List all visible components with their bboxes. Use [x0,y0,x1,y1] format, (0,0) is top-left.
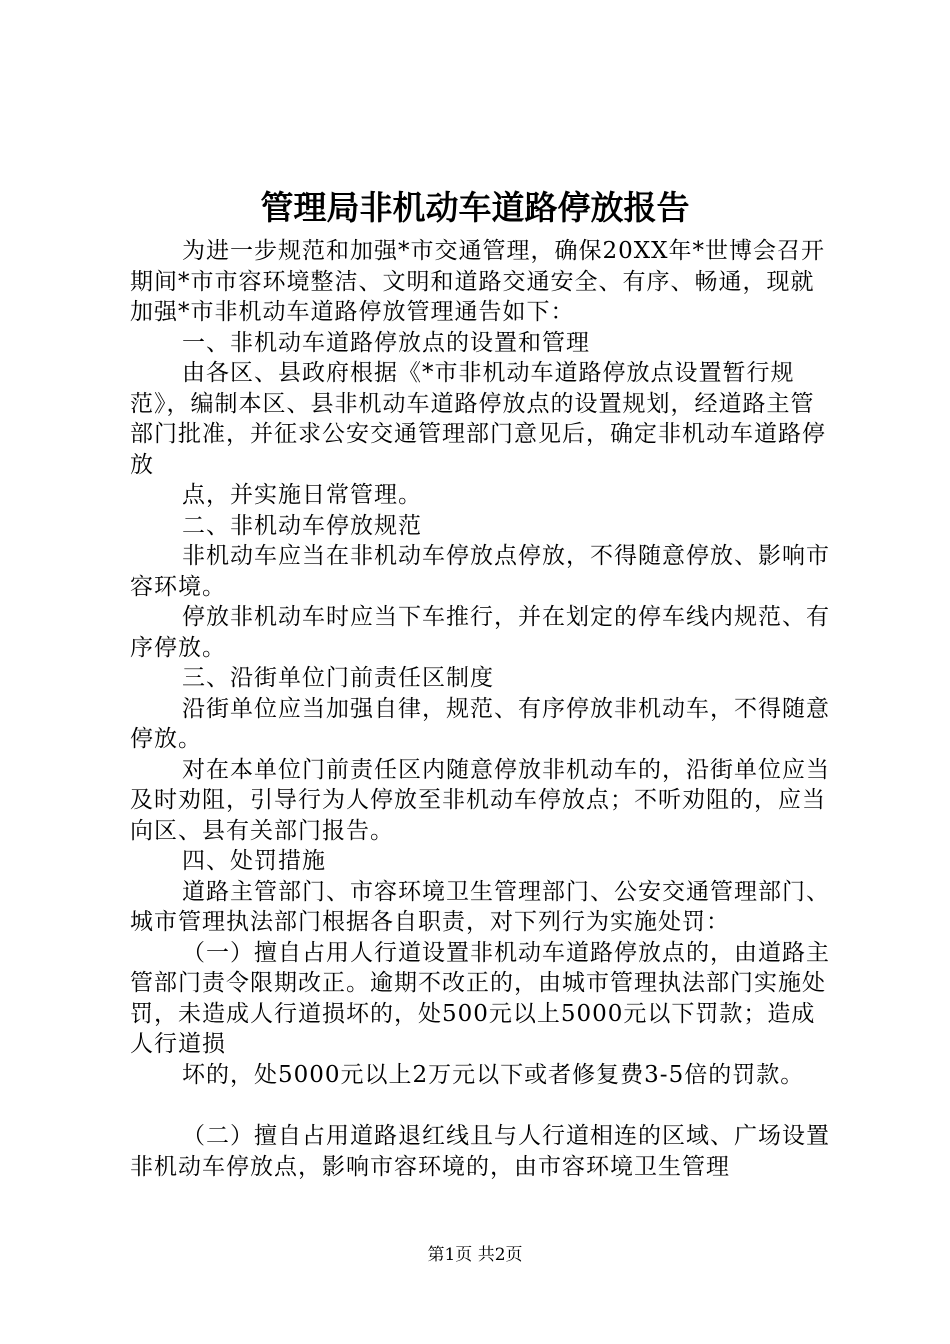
paragraph: 对在本单位门前责任区内随意停放非机动车的，沿街单位应当及时劝阻，引导行为人停放至非机动车停放点；不听劝阻的，应当向区、县有关部门报告。 [130,756,830,844]
section-heading-1: 一、非机动车道路停放点的设置和管理 [182,329,590,356]
paragraph: 由各区、县政府根据《*市非机动车道路停放点设置暂行规范》，编制本区、县非机动车道路停放点的设置规划，经道路主管部门批准，并征求公安交通管理部门意见后，确定非机动车道路停放 [130,360,826,478]
paragraph: 停放非机动车时应当下车推行，并在划定的停车线内规范、有序停放。 [130,604,830,661]
paragraph: 点，并实施日常管理。 [182,482,422,508]
paragraph: 沿街单位应当加强自律，规范、有序停放非机动车，不得随意停放。 [130,695,830,752]
intro-paragraph: 为进一步规范和加强*市交通管理，确保20XX年*世博会召开期间*市市容环境整洁、文明和道路交通安全、有序、畅通，现就加强*市非机动车道路停放管理通告如下： [130,238,826,325]
document-title: 管理局非机动车道路停放报告 [260,188,690,227]
paragraph: 坏的，处5000元以上2万元以下或者修复费3-5倍的罚款。 [182,1061,805,1088]
section-heading-4: 四、处罚措施 [182,848,326,874]
section-heading-2: 二、非机动车停放规范 [182,512,422,539]
paragraph: 非机动车应当在非机动车停放点停放，不得随意停放、影响市容环境。 [130,543,830,600]
section-heading-3: 三、沿街单位门前责任区制度 [182,665,494,691]
document-body [130,236,835,1182]
page-footer: 第1页 共2页 [427,1245,523,1265]
paragraph: （一）擅自占用人行道设置非机动车道路停放点的，由道路主管部门责令限期改正。逾期不改正的，由城市管理执法部门实施处罚，未造成人行道损坏的，处500元以上5000元以下罚款；造成人行道损 [130,939,830,1057]
paragraph: 道路主管部门、市容环境卫生管理部门、公安交通管理部门、城市管理执法部门根据各自职责，对下列行为实施处罚： [130,878,830,935]
paragraph: （二）擅自占用道路退红线且与人行道相连的区域、广场设置非机动车停放点，影响市容环境的，由市容环境卫生管理 [130,1123,830,1180]
